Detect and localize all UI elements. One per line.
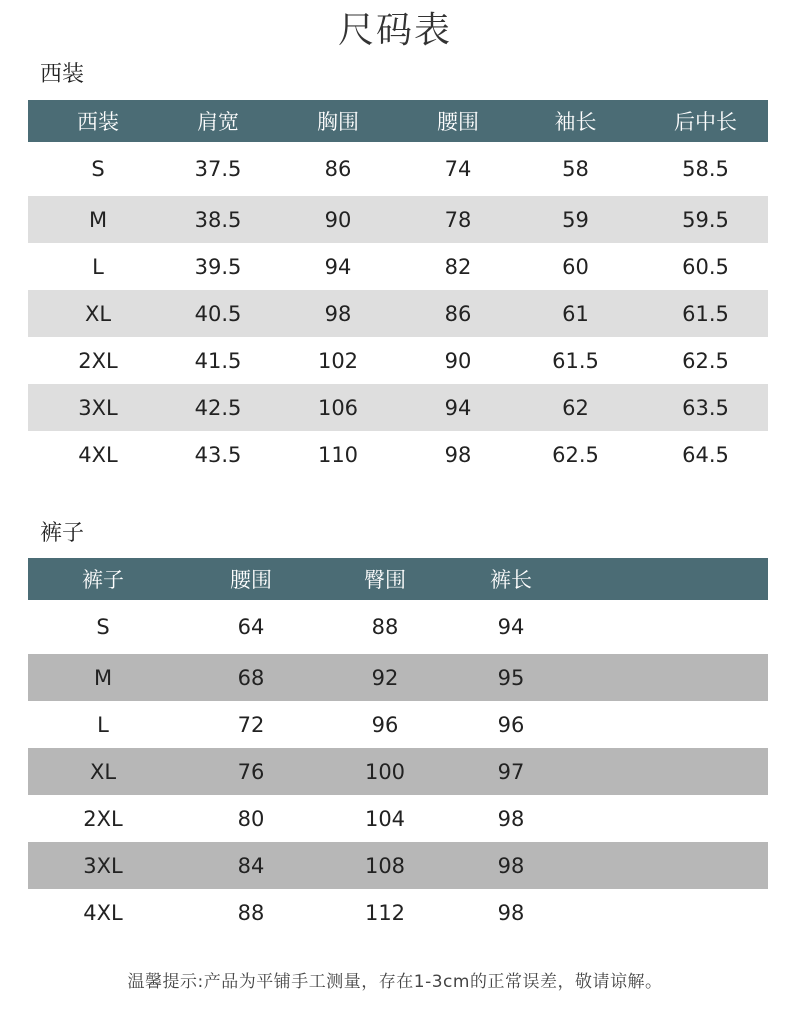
pants-table-cell: 98 <box>446 842 576 889</box>
suit-table-cell: 62.5 <box>552 442 599 467</box>
suit-table-cell: 43.5 <box>194 442 242 467</box>
pants-table-cell: 95 <box>446 654 576 701</box>
suit-table-cell: 61 <box>508 290 643 337</box>
suit-header-sleeve: 袖长 <box>508 100 643 142</box>
pants-table-cell: 96 <box>371 712 399 737</box>
suit-table-cell: 86 <box>408 290 508 337</box>
suit-header-waist: 腰围 <box>408 100 508 142</box>
pants-table-blank-cell <box>576 889 768 936</box>
suit-table-cell: 98 <box>444 442 472 467</box>
pants-table-cell: 100 <box>324 748 446 795</box>
pants-header-waist: 腰围 <box>178 558 324 600</box>
pants-table-cell: 112 <box>364 900 406 925</box>
pants-table-cell: 72 <box>237 712 265 737</box>
suit-table-cell: 64.5 <box>682 442 729 467</box>
pants-header-length: 裤长 <box>446 558 576 600</box>
suit-table-cell: 62 <box>508 384 643 431</box>
page-title: 尺码表 <box>337 10 452 51</box>
pants-table-cell: 97 <box>446 748 576 795</box>
pants-table-cell: M <box>28 654 178 701</box>
pants-header-row <box>28 558 768 600</box>
pants-table-row <box>28 842 768 889</box>
suit-table-row <box>28 196 768 243</box>
suit-table-cell: 39.5 <box>194 254 242 279</box>
suit-table-cell: 58 <box>562 157 589 181</box>
suit-table-cell: M <box>28 196 168 243</box>
suit-table-cell: 60.5 <box>682 254 729 279</box>
suit-table-cell: 94 <box>324 254 352 279</box>
suit-table-cell: 41.5 <box>194 348 242 373</box>
pants-table-row <box>28 748 768 795</box>
suit-table-cell: 59 <box>508 196 643 243</box>
suit-table-cell: 60 <box>562 254 589 279</box>
suit-table-cell: 58.5 <box>682 157 729 181</box>
suit-table-cell: 98 <box>268 290 408 337</box>
suit-header-size: 西装 <box>28 100 168 142</box>
pants-header-blank <box>576 558 768 600</box>
pants-table-cell: 98 <box>497 900 525 925</box>
pants-table-cell: 80 <box>237 806 265 831</box>
suit-table-cell: XL <box>28 290 168 337</box>
suit-table-cell: 61.5 <box>643 290 768 337</box>
suit-table-row <box>28 243 768 290</box>
pants-table-cell: 68 <box>178 654 324 701</box>
pants-table-blank-cell <box>576 748 768 795</box>
suit-table-row <box>28 290 768 337</box>
pants-table-cell: 2XL <box>83 806 123 831</box>
pants-section-label: 裤子 <box>40 521 85 546</box>
suit-table-row <box>28 431 768 478</box>
pants-table-blank-cell <box>576 701 768 748</box>
pants-table-cell: 84 <box>178 842 324 889</box>
pants-table-cell: 4XL <box>83 900 123 925</box>
pants-header-hip: 臀围 <box>324 558 446 600</box>
suit-table-cell: 86 <box>324 157 352 181</box>
suit-table-cell: 90 <box>444 348 472 373</box>
suit-header-chest: 胸围 <box>268 100 408 142</box>
suit-size-table <box>28 100 768 478</box>
suit-table-cell: 42.5 <box>168 384 268 431</box>
suit-section-label: 西装 <box>40 62 85 87</box>
pants-table-cell: 76 <box>178 748 324 795</box>
suit-table-cell: 3XL <box>28 384 168 431</box>
pants-table-cell: L <box>97 712 109 737</box>
suit-table-cell: 63.5 <box>643 384 768 431</box>
pants-table-blank-cell <box>576 795 768 842</box>
pants-table-cell: XL <box>28 748 178 795</box>
suit-header-back-length: 后中长 <box>643 100 768 142</box>
suit-table-cell: 59.5 <box>643 196 768 243</box>
pants-table-blank-cell <box>576 654 768 701</box>
suit-table-cell: 61.5 <box>552 348 599 373</box>
suit-table-cell: 40.5 <box>168 290 268 337</box>
pants-table-cell: 108 <box>324 842 446 889</box>
pants-table-cell: 96 <box>497 712 525 737</box>
pants-table-cell: 92 <box>324 654 446 701</box>
pants-table-row <box>28 600 768 654</box>
pants-table-row <box>28 654 768 701</box>
pants-table-cell: 94 <box>497 615 525 639</box>
suit-table-row <box>28 337 768 384</box>
suit-table-cell: 82 <box>444 254 472 279</box>
pants-table-row <box>28 701 768 748</box>
measurement-note: 温馨提示:产品为平铺手工测量，存在1-3cm的正常误差，敬请谅解。 <box>127 972 663 992</box>
suit-table-cell: 74 <box>444 157 472 181</box>
suit-table-row <box>28 384 768 431</box>
suit-table-cell: 38.5 <box>168 196 268 243</box>
suit-table-cell: 78 <box>408 196 508 243</box>
suit-table-cell: 62.5 <box>682 348 729 373</box>
pants-table-row <box>28 795 768 842</box>
pants-table-blank-cell <box>576 842 768 889</box>
pants-size-table <box>28 558 768 936</box>
pants-table-row <box>28 889 768 936</box>
pants-table-cell: 88 <box>237 900 265 925</box>
suit-table-cell: 106 <box>268 384 408 431</box>
suit-table-cell: 102 <box>317 348 359 373</box>
suit-table-row <box>28 142 768 196</box>
pants-table-cell: 3XL <box>28 842 178 889</box>
pants-table-cell: 88 <box>371 615 399 639</box>
suit-table-cell: S <box>91 157 105 181</box>
pants-table-cell: 98 <box>497 806 525 831</box>
suit-table-cell: 2XL <box>78 348 118 373</box>
suit-header-row <box>28 100 768 142</box>
suit-table-cell: 94 <box>408 384 508 431</box>
suit-table-cell: 90 <box>268 196 408 243</box>
suit-table-cell: 4XL <box>78 442 118 467</box>
pants-table-blank-cell <box>576 600 768 654</box>
suit-table-cell: L <box>92 254 104 279</box>
suit-table-cell: 110 <box>317 442 359 467</box>
pants-table-cell: S <box>96 615 110 639</box>
suit-header-shoulder: 肩宽 <box>168 100 268 142</box>
suit-table-cell: 37.5 <box>194 157 242 181</box>
pants-table-cell: 104 <box>364 806 406 831</box>
pants-header-size: 裤子 <box>28 558 178 600</box>
pants-table-cell: 64 <box>237 615 265 639</box>
